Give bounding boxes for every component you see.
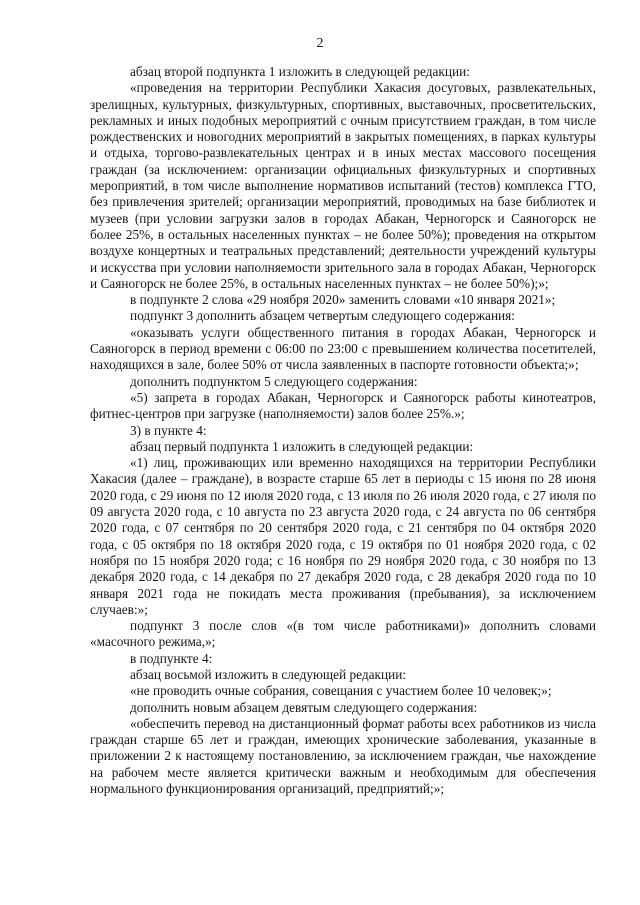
paragraph: абзац второй подпункта 1 изложить в следующей редакции:	[130, 64, 470, 79]
paragraph: 3) в пункте 4:	[130, 422, 207, 438]
paragraph: «5) запрета в городах Абакан, Черногорск и Саяногорск работы кинотеатров, фитнес-центров при загрузке (наполняемости) залов более 25%.»;	[90, 389, 596, 422]
paragraph: «1) лиц, проживающих или временно находящихся на территории Республики Хакасия (далее – граждане), в возрасте старше 65 лет в периоды с 15 июня по 28 июня 2020 года, с 29 июня по 12 июля 2020 года, с 13 июля по 26 июля 2020 года, с 27 июля по 09 августа 2020 года, с 10 августа по 23 августа 2020 года, с 24 августа по 06 сентября 2020 года, с 07 сентября по 20 сентября 2020 года, с 21 сентября по 04 октября 2020 года, с 05 октября по 18 октября 2020 года, с 19 октября по 01 ноября 2020 года, с 02 ноября по 15 ноября 2020 года; с 16 ноября по 29 ноября 2020 года, с 30 ноября по 13 декабря 2020 года, с 14 декабря по 27 декабря 2020 года, с 28 декабря 2020 года по 10 января 2021 года не покидать места проживания (пребывания), за исключением случаев:»;	[90, 455, 596, 617]
paragraph: «проведения на территории Республики Хакасия досуговых, развлекательных, зрелищных, культурных, физкультурных, спортивных, выставочных, просветительских, рекламных и иных подобных мероприятий с очным присутствием граждан, в том числе рождественских и новогодних мероприятий в закрытых помещениях, в парках культуры и отдыха, торгово-развлекательных центрах и в иных местах массового посещения граждан (за исключением: организации официальных физкультурных и спортивных мероприятий, в том числе выполнение нормативов испытаний (тестов) комплекса ГТО, без привлечения зрителей; организации мероприятий, проводимых на базе библиотек и музеев (при условии загрузки залов в городах Абакан, Черногорск и Саяногорск не более 25%, в остальных населенных пунктах – не более 50%); проведения на открытом воздухе концертных и театральных представлений; деятельности учреждений культуры и искусства при условии наполняемости зрительного зала в городах Абакан, Черногорск и Саяногорск не более 25%, в остальных населенных пунктах – не более 50%);»;	[90, 80, 596, 291]
paragraph: дополнить новым абзацем девятым следующего содержания:	[130, 699, 478, 715]
paragraph: абзац восьмой изложить в следующей редакции:	[130, 666, 407, 682]
paragraph: «оказывать услуги общественного питания в городах Абакан, Черногорск и Саяногорск в период времени с 06:00 по 23:00 с превышением количества посетителей, находящихся в зале, более 50% от числа заявленных в паспорте готовности объекта;»;	[90, 324, 596, 373]
page-number: 2	[316, 36, 324, 51]
paragraph: подпункт 3 дополнить абзацем четвертым следующего содержания:	[130, 308, 515, 324]
paragraph: дополнить подпунктом 5 следующего содержания:	[130, 373, 418, 389]
paragraph: абзац первый подпункта 1 изложить в следующей редакции:	[130, 438, 474, 454]
paragraph: «обеспечить перевод на дистанционный формат работы всех работников из числа граждан старше 65 лет и граждан, имеющих хронические заболевания, указанные в приложении 2 к настоящему постановлению, за исключением граждан, чье нахождение на рабочем месте является критически важным и необходимым для обеспечения нормального функционирования организаций, предприятий;»;	[90, 715, 596, 797]
document-body	[90, 64, 596, 797]
paragraph: в подпункте 2 слова «29 ноября 2020» заменить словами «10 января 2021»;	[130, 292, 556, 308]
paragraph: в подпункте 4:	[130, 650, 213, 666]
paragraph: подпункт 3 после слов «(в том числе работниками)» дополнить словами «масочного режима,»;	[90, 618, 596, 650]
paragraph: «не проводить очные собрания, совещания с участием более 10 человек;»;	[130, 683, 552, 699]
